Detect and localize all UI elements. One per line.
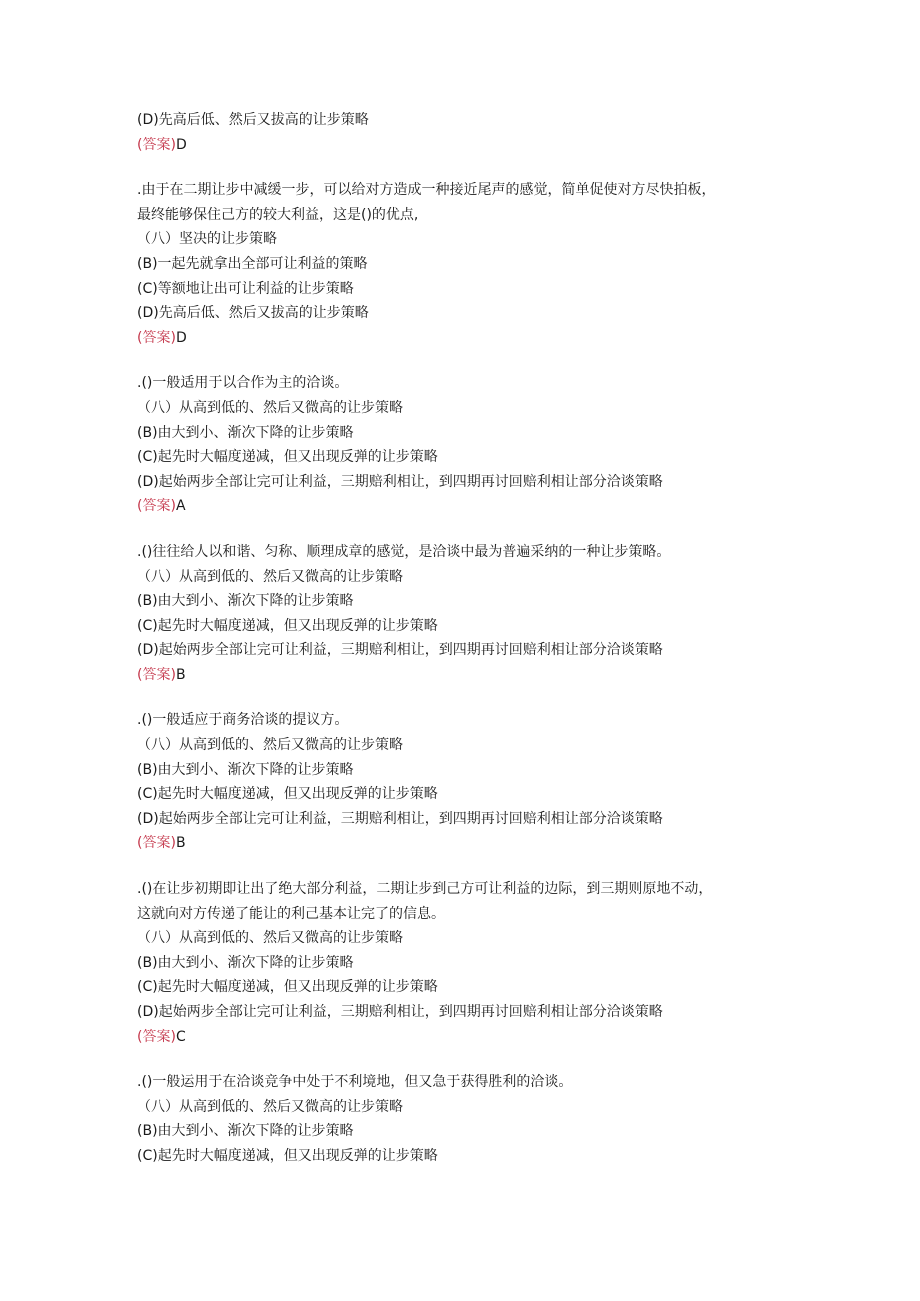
option-line: (B)由大到小、渐次下降的让步策略 bbox=[137, 424, 354, 441]
answer-value: D bbox=[175, 136, 187, 153]
option-line: (B)由大到小、渐次下降的让步策略 bbox=[137, 761, 354, 778]
answer-label: (答案) bbox=[137, 498, 176, 515]
answer-line bbox=[137, 663, 787, 688]
answer-value: C bbox=[175, 1028, 186, 1045]
option-line: (D)起始两步全部让完可让利益，三期赔利相让，到四期再讨回赔利相让部分洽谈策略 bbox=[137, 810, 663, 827]
option-line: （八）从高到低的、然后又微高的让步策略 bbox=[137, 568, 403, 585]
question-text: .()一般适用于以合作为主的洽谈。 bbox=[137, 375, 349, 392]
question-block bbox=[137, 108, 787, 157]
option-line: （八）从高到低的、然后又微高的让步策略 bbox=[137, 737, 403, 754]
question-text: .()一般运用于在洽谈竞争中处于不利境地，但又急于获得胜利的洽谈。 bbox=[137, 1074, 573, 1091]
answer-label: (答案) bbox=[137, 329, 176, 346]
question-block bbox=[137, 877, 787, 1049]
question-block bbox=[137, 708, 787, 856]
option-line: (B)一起先就拿出全部可让利益的策略 bbox=[137, 255, 368, 272]
answer-line bbox=[137, 494, 787, 519]
question-text-continued: 最终能够保住己方的较大利益，这是()的优点, bbox=[137, 206, 419, 223]
option-line: (D)起始两步全部让完可让利益，三期赔利相让，到四期再讨回赔利相让部分洽谈策略 bbox=[137, 473, 663, 490]
answer-value: B bbox=[175, 666, 186, 683]
option-line: (C)起先时大幅度递减，但又出现反弹的让步策略 bbox=[137, 449, 438, 466]
option-line: (C)等额地让出可让利益的让步策略 bbox=[137, 280, 354, 297]
question-text-continued: 这就向对方传递了能让的利己基本让完了的信息。 bbox=[137, 905, 445, 922]
option-line: （八）从高到低的、然后又微高的让步策略 bbox=[137, 399, 403, 416]
option-line: (D)先高后低、然后又拔高的让步策略 bbox=[137, 305, 369, 322]
answer-label: (答案) bbox=[137, 1028, 176, 1045]
question-text: .()一般适应于商务洽谈的提议方。 bbox=[137, 712, 349, 729]
option-line: (C)起先时大幅度递减，但又出现反弹的让步策略 bbox=[137, 786, 438, 803]
option-line: (C)起先时大幅度递减，但又出现反弹的让步策略 bbox=[137, 617, 438, 634]
answer-label: (答案) bbox=[137, 835, 176, 852]
option-line: (B)由大到小、渐次下降的让步策略 bbox=[137, 1123, 354, 1140]
answer-value: A bbox=[175, 498, 186, 515]
option-line: (C)起先时大幅度递减，但又出现反弹的让步策略 bbox=[137, 1147, 438, 1164]
question-text: .()往往给人以和谐、匀称、顺理成章的感觉，是洽谈中最为普遍采纳的一种让步策略。 bbox=[137, 543, 671, 560]
option-line: (B)由大到小、渐次下降的让步策略 bbox=[137, 954, 354, 971]
answer-value: D bbox=[175, 329, 187, 346]
answer-value: B bbox=[175, 835, 186, 852]
question-block bbox=[137, 371, 787, 519]
question-text: .由于在二期让步中减缓一步，可以给对方造成一种接近尾声的感觉，简单促使对方尽快拍板， bbox=[137, 182, 716, 199]
answer-line bbox=[137, 133, 787, 158]
option-line: (C)起先时大幅度递减，但又出现反弹的让步策略 bbox=[137, 979, 438, 996]
option-line: （八）从高到低的、然后又微高的让步策略 bbox=[137, 1098, 403, 1115]
option-line: (D)起始两步全部让完可让利益，三期赔利相让，到四期再讨回赔利相让部分洽谈策略 bbox=[137, 642, 663, 659]
answer-label: (答案) bbox=[137, 136, 176, 153]
question-block bbox=[137, 540, 787, 688]
option-line: （八）坚决的让步策略 bbox=[137, 231, 277, 248]
answer-line bbox=[137, 1025, 787, 1050]
option-line: (D)先高后低、然后又拔高的让步策略 bbox=[137, 112, 369, 128]
question-block bbox=[137, 178, 787, 350]
answer-label: (答案) bbox=[137, 666, 176, 683]
option-line: (D)起始两步全部让完可让利益，三期赔利相让，到四期再讨回赔利相让部分洽谈策略 bbox=[137, 1004, 663, 1020]
answer-line bbox=[137, 326, 787, 351]
question-text: .()在让步初期即让出了绝大部分利益，二期让步到己方可让利益的边际，到三期则原地不动， bbox=[137, 881, 713, 898]
answer-line bbox=[137, 831, 787, 856]
question-list bbox=[137, 108, 787, 1190]
option-line: (B)由大到小、渐次下降的让步策略 bbox=[137, 593, 354, 610]
option-line: （八）从高到低的、然后又微高的让步策略 bbox=[137, 930, 403, 947]
question-block bbox=[137, 1070, 787, 1168]
